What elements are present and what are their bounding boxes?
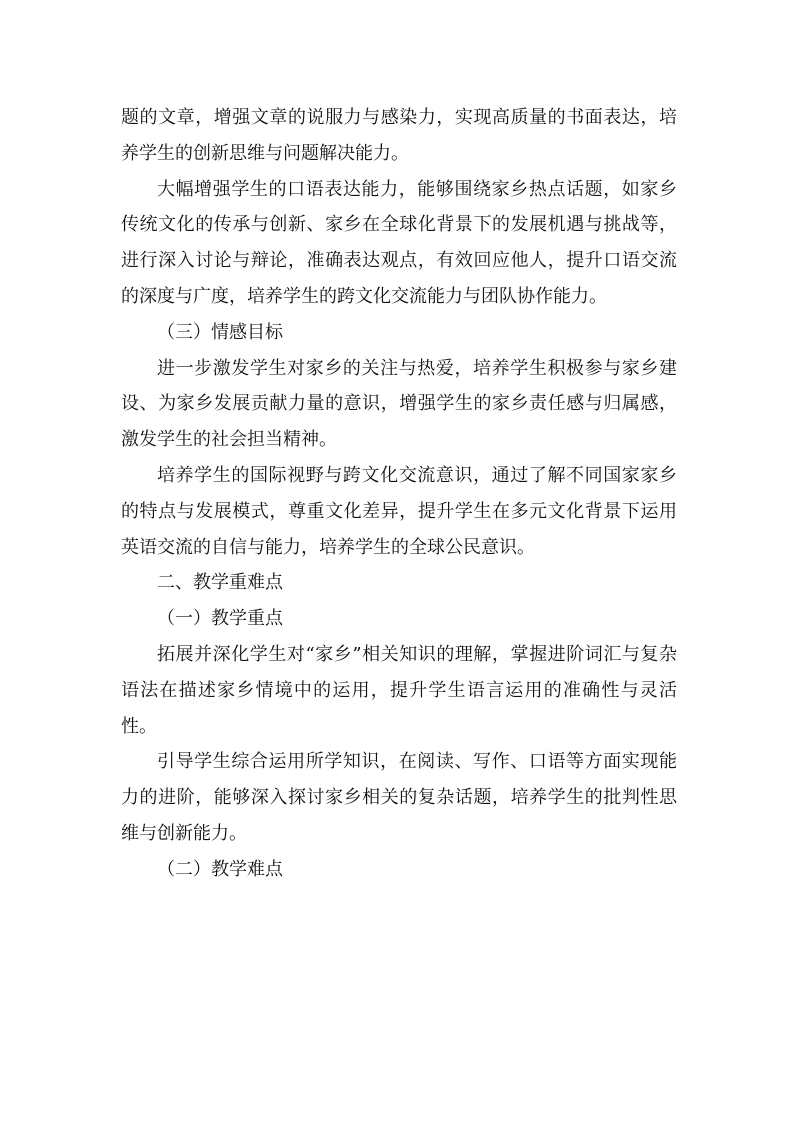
section-heading-key-points: （一）教学重点 [157,608,283,630]
paragraph-comprehensive-use: 引导学生综合运用所学知识，在阅读、写作、口语等方面实现能力的进阶，能够深入探讨家乡相关的复杂话题，培养学生的批判性思维与创新能力。 [121,751,677,844]
paragraph-continuation: 题的文章，增强文章的说服力与感染力，实现高质量的书面表达，培养学生的创新思维与问题解决能力。 [121,107,677,164]
paragraph-global-vision: 培养学生的国际视野与跨文化交流意识，通过了解不同国家家乡的特点与发展模式，尊重文化差异，提升学生在多元文化背景下运用英语交流的自信与能力，培养学生的全球公民意识。 [121,464,677,558]
paragraph-hometown-love: 进一步激发学生对家乡的关注与热爱，培养学生积极参与家乡建设、为家乡发展贡献力量的意识，增强学生的家乡责任感与归属感，激发学生的社会担当精神。 [121,357,677,451]
section-heading-emotion-goals: （三）情感目标 [157,321,283,343]
section-heading-difficult-points: （二）教学难点 [157,858,283,880]
paragraph-knowledge-deepening: 拓展并深化学生对“家乡”相关知识的理解，掌握进阶词汇与复杂语法在描述家乡情境中的运用，提升学生语言运用的准确性与灵活性。 [121,643,677,737]
section-heading-key-difficult-points: 二、教学重难点 [157,572,283,594]
paragraph-oral-ability: 大幅增强学生的口语表达能力，能够围绕家乡热点话题，如家乡传统文化的传承与创新、家乡在全球化背景下的发展机遇与挑战等，进行深入讨论与辩论，准确表达观点，有效回应他人，提升口语交流的深度与广度，培养学生的跨文化交流能力与团队协作能力。 [121,178,677,307]
document-body [121,100,677,888]
